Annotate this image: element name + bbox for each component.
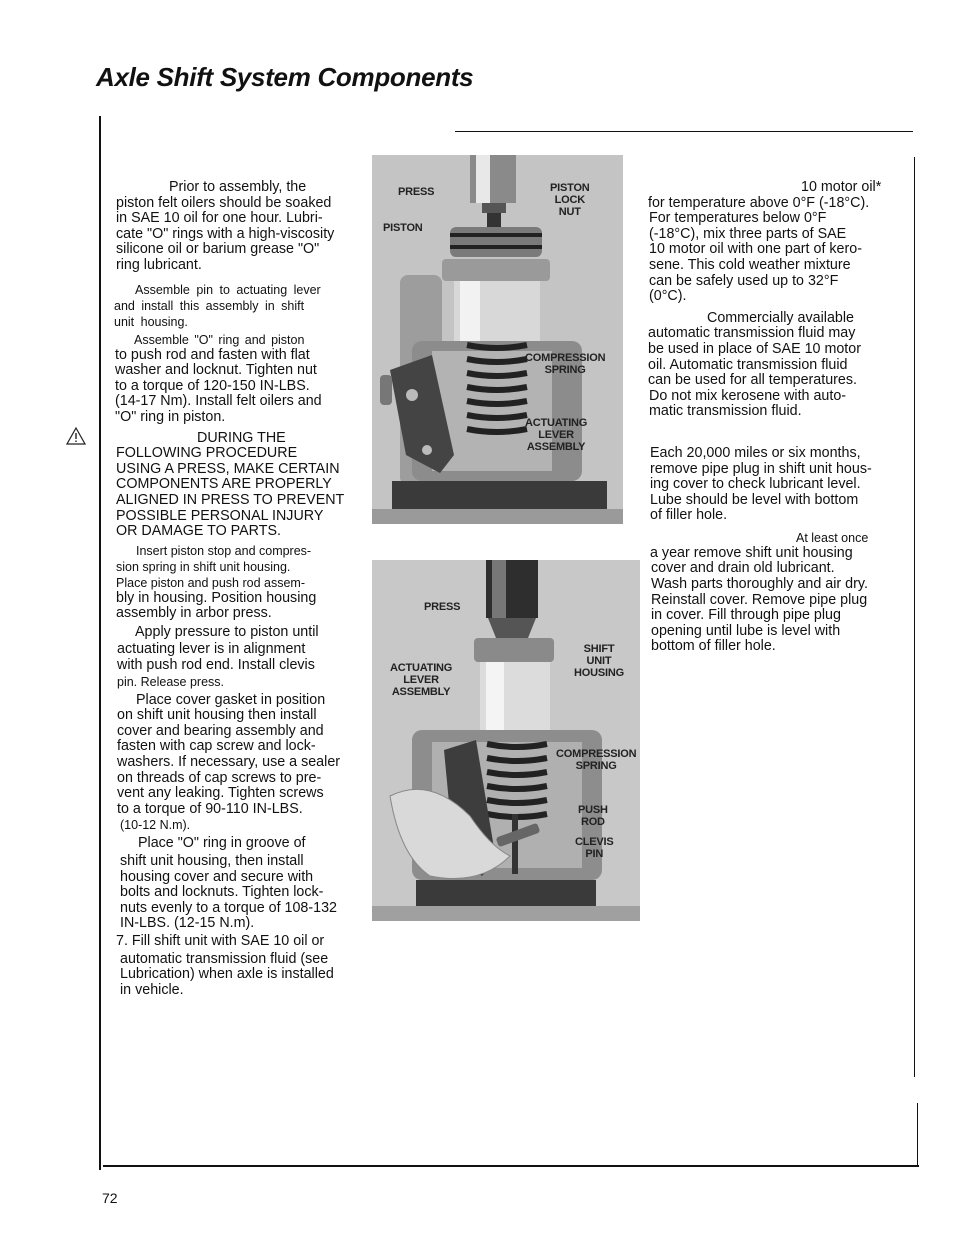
top-right-rule — [455, 131, 913, 132]
label-actuating-lever-assembly: ACTUATING LEVER ASSEMBLY — [525, 417, 588, 453]
label-press: PRESS — [398, 186, 435, 198]
step-text: actuating lever is in alignment — [117, 641, 306, 658]
step-text: piston felt oilers should be soaked — [116, 194, 332, 211]
lube-text: for temperature above 0°F (-18°C). — [648, 194, 870, 211]
figure-press-alignment-drawing — [372, 560, 640, 921]
step-text: in vehicle. — [120, 981, 184, 998]
label-piston: PISTON — [383, 222, 423, 234]
step-text: Prior to assembly, the — [169, 179, 307, 195]
step-text: with push rod end. Install clevis — [117, 657, 315, 674]
lube-text: ing cover to check lubricant level. — [650, 476, 861, 493]
lube-text: Wash parts thoroughly and air dry. — [651, 576, 868, 593]
step-text: and install this assembly in shift — [114, 298, 305, 313]
step-text: sion spring in shift unit housing. — [116, 559, 291, 574]
step-text: unit housing. — [114, 314, 188, 329]
page-title: Axle Shift System Components — [96, 62, 474, 92]
lube-text: remove pipe plug in shift unit hous- — [650, 460, 872, 477]
step-text: (14-17 Nm). Install felt oilers and — [115, 393, 322, 410]
lube-text: (0°C). — [649, 288, 687, 305]
caution-triangle-icon — [66, 427, 86, 445]
label-push-rod: PUSH ROD — [578, 804, 608, 828]
label-actuating-lever-assembly: ACTUATING LEVER ASSEMBLY — [390, 662, 453, 698]
step-text: IN-LBS. (12-15 N.m). — [120, 915, 255, 932]
label-shift-unit-housing: SHIFT UNIT HOUSING — [574, 643, 624, 679]
lube-text: Commercially available — [707, 309, 854, 326]
step-text: to a torque of 90-110 IN-LBS. — [117, 800, 303, 817]
step-text: Place "O" ring in groove of — [138, 835, 306, 852]
step-text: (10-12 N.m). — [120, 818, 191, 833]
step-text: washers. If necessary, use a sealer — [117, 754, 341, 771]
lube-text: oil. Automatic transmission fluid — [648, 356, 848, 373]
left-text-column — [114, 180, 366, 998]
lube-text: bottom of filler hole. — [651, 638, 776, 655]
step-text: to push rod and fasten with flat — [115, 346, 310, 363]
step-text: shift unit housing, then install — [120, 853, 304, 869]
lube-text: opening until lube is level with — [651, 622, 841, 639]
step-text: Assemble pin to actuating lever — [135, 282, 321, 297]
lube-text: 10 motor oil* — [801, 179, 882, 195]
label-press: PRESS — [424, 601, 461, 613]
lube-text: Do not mix kerosene with auto- — [649, 387, 847, 404]
lube-text: For temperatures below 0°F — [649, 210, 827, 227]
right-vertical-rule-lower — [917, 1103, 918, 1165]
lube-text: can be used for all temperatures. — [648, 372, 858, 389]
step-text: fasten with cap screw and lock- — [117, 738, 316, 755]
step-text: silicone oil or barium grease "O" — [116, 241, 320, 258]
step-text: automatic transmission fluid (see — [120, 950, 329, 967]
step-text: bolts and locknuts. Tighten lock- — [120, 884, 324, 901]
lube-text: of filler hole. — [650, 507, 728, 524]
lube-text: Reinstall cover. Remove pipe plug — [651, 591, 868, 608]
step-text: Apply pressure to piston until — [135, 623, 319, 640]
step-text: Assemble "O" ring and piston — [134, 332, 305, 347]
step-text: assembly in arbor press. — [116, 605, 272, 622]
lube-text: Each 20,000 miles or six months, — [650, 444, 861, 461]
label-piston-lock-nut: PISTON LOCK NUT — [550, 182, 590, 218]
lube-text: matic transmission fluid. — [649, 403, 802, 420]
step-text: vent any leaking. Tighten screws — [117, 785, 324, 802]
bottom-rule — [103, 1165, 919, 1167]
step-text: housing cover and secure with — [120, 868, 314, 885]
lube-text: be used in place of SAE 10 motor — [648, 340, 861, 357]
step-text: Place cover gasket in position — [136, 691, 326, 708]
step-text: on threads of cap screws to pre- — [117, 769, 322, 786]
step-text: on shift unit housing then install — [117, 707, 317, 724]
step-text: in SAE 10 oil for one hour. Lubri- — [116, 210, 323, 227]
caution-text: POSSIBLE PERSONAL INJURY — [116, 507, 324, 524]
step-text: "O" ring in piston. — [115, 408, 226, 425]
step-text: nuts evenly to a torque of 108-132 — [120, 899, 337, 916]
lube-text: 10 motor oil with one part of kero- — [649, 241, 862, 258]
caution-text: ALIGNED IN PRESS TO PREVENT — [116, 491, 345, 508]
step-text: Place piston and push rod assem- — [116, 575, 305, 590]
figure-press-alignment — [372, 560, 640, 921]
step-text: cover and bearing assembly and — [117, 722, 324, 739]
caution-text: USING A PRESS, MAKE CERTAIN — [116, 460, 340, 477]
caution-text: OR DAMAGE TO PARTS. — [116, 523, 281, 540]
lube-text: automatic transmission fluid may — [648, 325, 856, 342]
lube-text: can be safely used up to 32°F — [649, 272, 839, 289]
step-text: to a torque of 120-150 IN-LBS. — [115, 377, 310, 394]
lube-text: At least once — [796, 530, 869, 545]
caution-text: DURING THE — [197, 429, 286, 446]
lube-text: in cover. Fill through pipe plug — [651, 607, 841, 624]
right-text-column — [648, 180, 910, 655]
figure-piston-assembly — [372, 155, 623, 524]
lube-text: (-18°C), mix three parts of SAE — [649, 225, 847, 242]
step-text: Insert piston stop and compres- — [136, 543, 312, 558]
step-text: cate "O" rings with a high-viscosity — [116, 225, 335, 242]
lube-text: cover and drain old lubricant. — [651, 560, 835, 577]
lube-text: sene. This cold weather mixture — [649, 256, 851, 273]
label-clevis-pin: CLEVIS PIN — [575, 836, 614, 860]
left-vertical-rule — [99, 116, 101, 1170]
label-compression-spring: COMPRESSION SPRING — [525, 352, 606, 376]
lube-text: Lube should be level with bottom — [650, 491, 859, 508]
step-text: Lubrication) when axle is installed — [120, 966, 334, 983]
lube-text: a year remove shift unit housing — [650, 544, 853, 561]
caution-text: FOLLOWING PROCEDURE — [116, 445, 298, 462]
step-text: washer and locknut. Tighten nut — [115, 362, 317, 379]
step-text: 7. Fill shift unit with SAE 10 oil or — [116, 932, 325, 949]
step-text: bly in housing. Position housing — [116, 589, 317, 606]
step-text: pin. Release press. — [117, 674, 225, 689]
right-vertical-rule-upper — [914, 157, 915, 1077]
step-text: ring lubricant. — [116, 256, 202, 273]
label-compression-spring: COMPRESSION SPRING — [556, 748, 637, 772]
page-number: 72 — [102, 1190, 118, 1206]
caution-text: COMPONENTS ARE PROPERLY — [116, 476, 332, 493]
